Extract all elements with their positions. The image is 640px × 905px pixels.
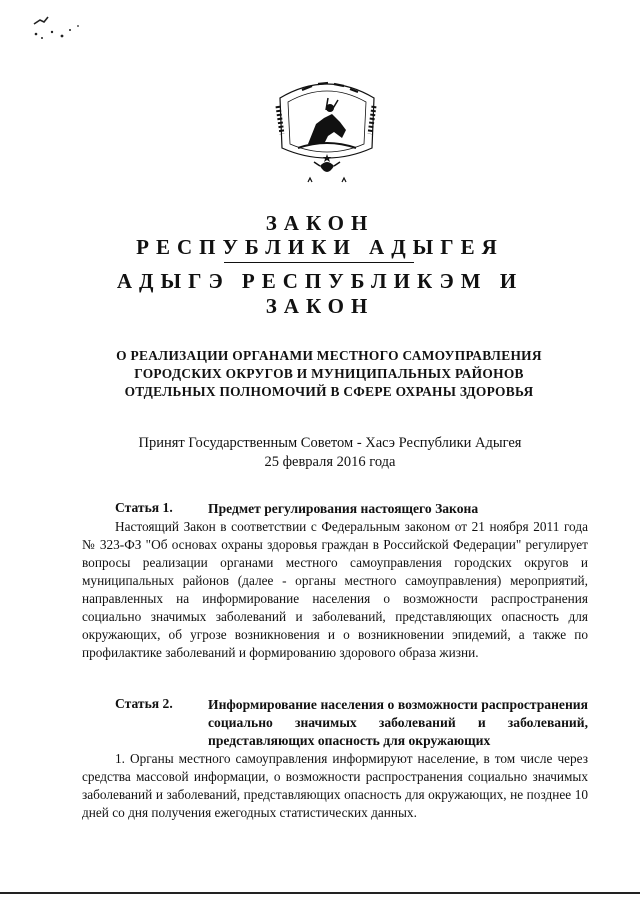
adoption-date: 25 февраля 2016 года <box>264 454 396 470</box>
scan-bottom-edge <box>0 892 640 894</box>
article-1-text: Настоящий Закон в соответствии с Федеральным законом от 21 ноября 2011 года № 323-ФЗ "Об основах охраны здоровья граждан в Российской Федерации" регулирует вопросы реализации органами местного самоуправления городских округов и муниципальных районов (далее - органы местного самоуправления) мероприятий, направленных на информирование населения о возможности распространения социально значимых заболеваний и заболеваний, представляющих опасность для окружающих, об угрозе возникновения и о возникновении эпидемий, а также по профилактике заболеваний и формированию здорового образа жизни. <box>82 519 588 660</box>
law-title-line-2: ГОРОДСКИХ ОКРУГОВ И МУНИЦИПАЛЬНЫХ РАЙОНОВ <box>134 366 524 381</box>
law-title-line-1: О РЕАЛИЗАЦИИ ОРГАНАМИ МЕСТНОГО САМОУПРАВЛЕНИЯ <box>116 348 542 363</box>
article-2-number: Статья 2. <box>115 696 173 711</box>
scan-specks <box>30 14 90 44</box>
article-1-heading: Предмет регулирования настоящего Закона <box>208 501 479 516</box>
heading-republic: РЕСПУБЛИКИ АДЫГЕЯ <box>136 235 504 259</box>
article-1-number: Статья 1. <box>115 500 173 515</box>
heading-adyghe-law: ЗАКОН <box>265 294 375 318</box>
adygea-coat-of-arms-icon <box>268 78 386 198</box>
heading-divider <box>224 262 414 263</box>
law-title-line-3: ОТДЕЛЬНЫХ ПОЛНОМОЧИЙ В СФЕРЕ ОХРАНЫ ЗДОРОВЬЯ <box>124 384 534 399</box>
heading-adyghe-republic: АДЫГЭ РЕСПУБЛИКЭМ И <box>116 269 524 293</box>
article-2-heading: Информирование населения о возможности распространения социально значимых заболеваний и заболеваний, представляющих опасность для окружающих <box>208 697 588 748</box>
heading-law: ЗАКОН <box>265 211 375 235</box>
article-2-text: 1. Органы местного самоуправления информируют население, в том числе через средства массовой информации, о возможности распространения социально значимых заболеваний и заболеваний, представляющих опасность для окружающих, не позднее 10 дней со дня получения ежегодных статистических данных. <box>82 751 588 820</box>
adoption-note: Принят Государственным Советом - Хасэ Республики Адыгея <box>138 435 522 451</box>
